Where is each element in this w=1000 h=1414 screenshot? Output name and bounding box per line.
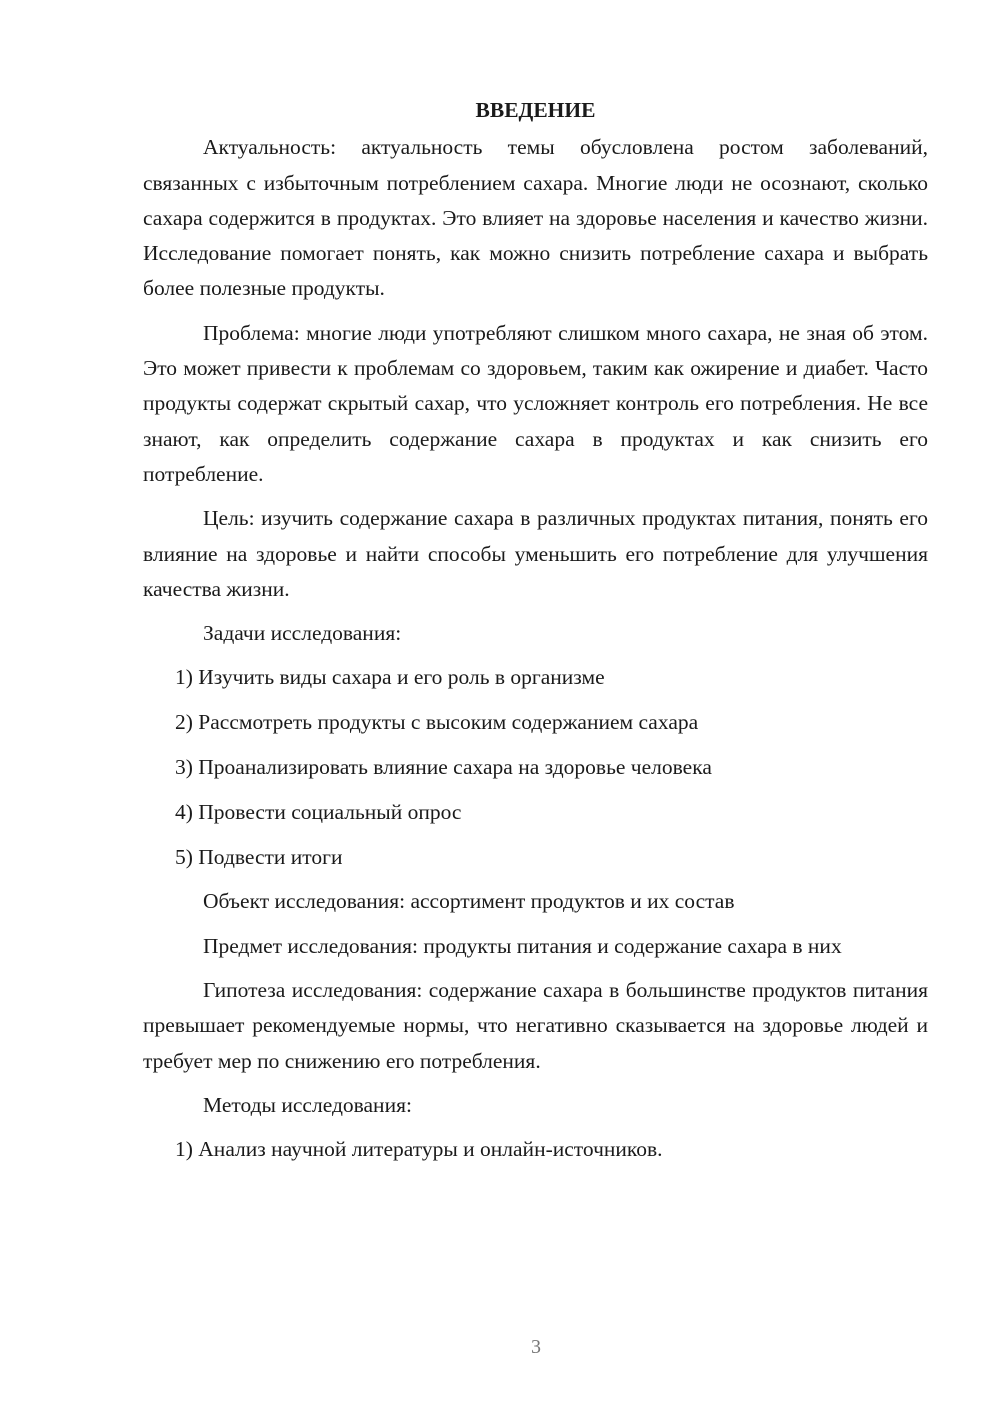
subject-paragraph: Предмет исследования: продукты питания и содержание сахара в них [203, 933, 842, 958]
hypothesis-paragraph: Гипотеза исследования: содержание сахара в большинстве продуктов питания превышает рекомендуемые нормы, что негативно сказывается на здоровье людей и требует мер по снижению его потребления. [143, 978, 928, 1073]
page-content [143, 93, 928, 1177]
task-item: 5) Подвести итоги [175, 844, 343, 869]
section-heading: ВВЕДЕНИЕ [475, 98, 596, 122]
relevance-paragraph: Актуальность: актуальность темы обусловлена ростом заболеваний, связанных с избыточным потреблением сахара. Многие люди не осознают, сколько сахара содержится в продуктах. Это влияет на здоровье населения и качество жизни. Исследование помогает понять, как можно снизить потребление сахара и выбрать более полезные продукты. [143, 135, 928, 301]
methods-title: Методы исследования: [203, 1092, 412, 1117]
goal-paragraph: Цель: изучить содержание сахара в различных продуктах питания, понять его влияние на здоровье и найти способы уменьшить его потребление для улучшения качества жизни. [143, 506, 928, 601]
page-number: 3 [531, 1336, 541, 1358]
task-item: 1) Изучить виды сахара и его роль в организме [175, 665, 605, 690]
task-item: 3) Проанализировать влияние сахара на здоровье человека [175, 755, 712, 780]
task-item: 4) Провести социальный опрос [175, 799, 462, 824]
problem-paragraph: Проблема: многие люди употребляют слишком много сахара, не зная об этом. Это может привести к проблемам со здоровьем, таким как ожирение и диабет. Часто продукты содержат скрытый сахар, что усложняет контроль его потребления. Не все знают, как определить содержание сахара в продуктах и как снизить его потребление. [143, 320, 928, 486]
task-item: 2) Рассмотреть продукты с высоким содержанием сахара [175, 710, 699, 735]
object-paragraph: Объект исследования: ассортимент продуктов и их состав [203, 889, 735, 914]
method-item: 1) Анализ научной литературы и онлайн-источников. [175, 1137, 663, 1162]
tasks-title: Задачи исследования: [203, 621, 402, 646]
